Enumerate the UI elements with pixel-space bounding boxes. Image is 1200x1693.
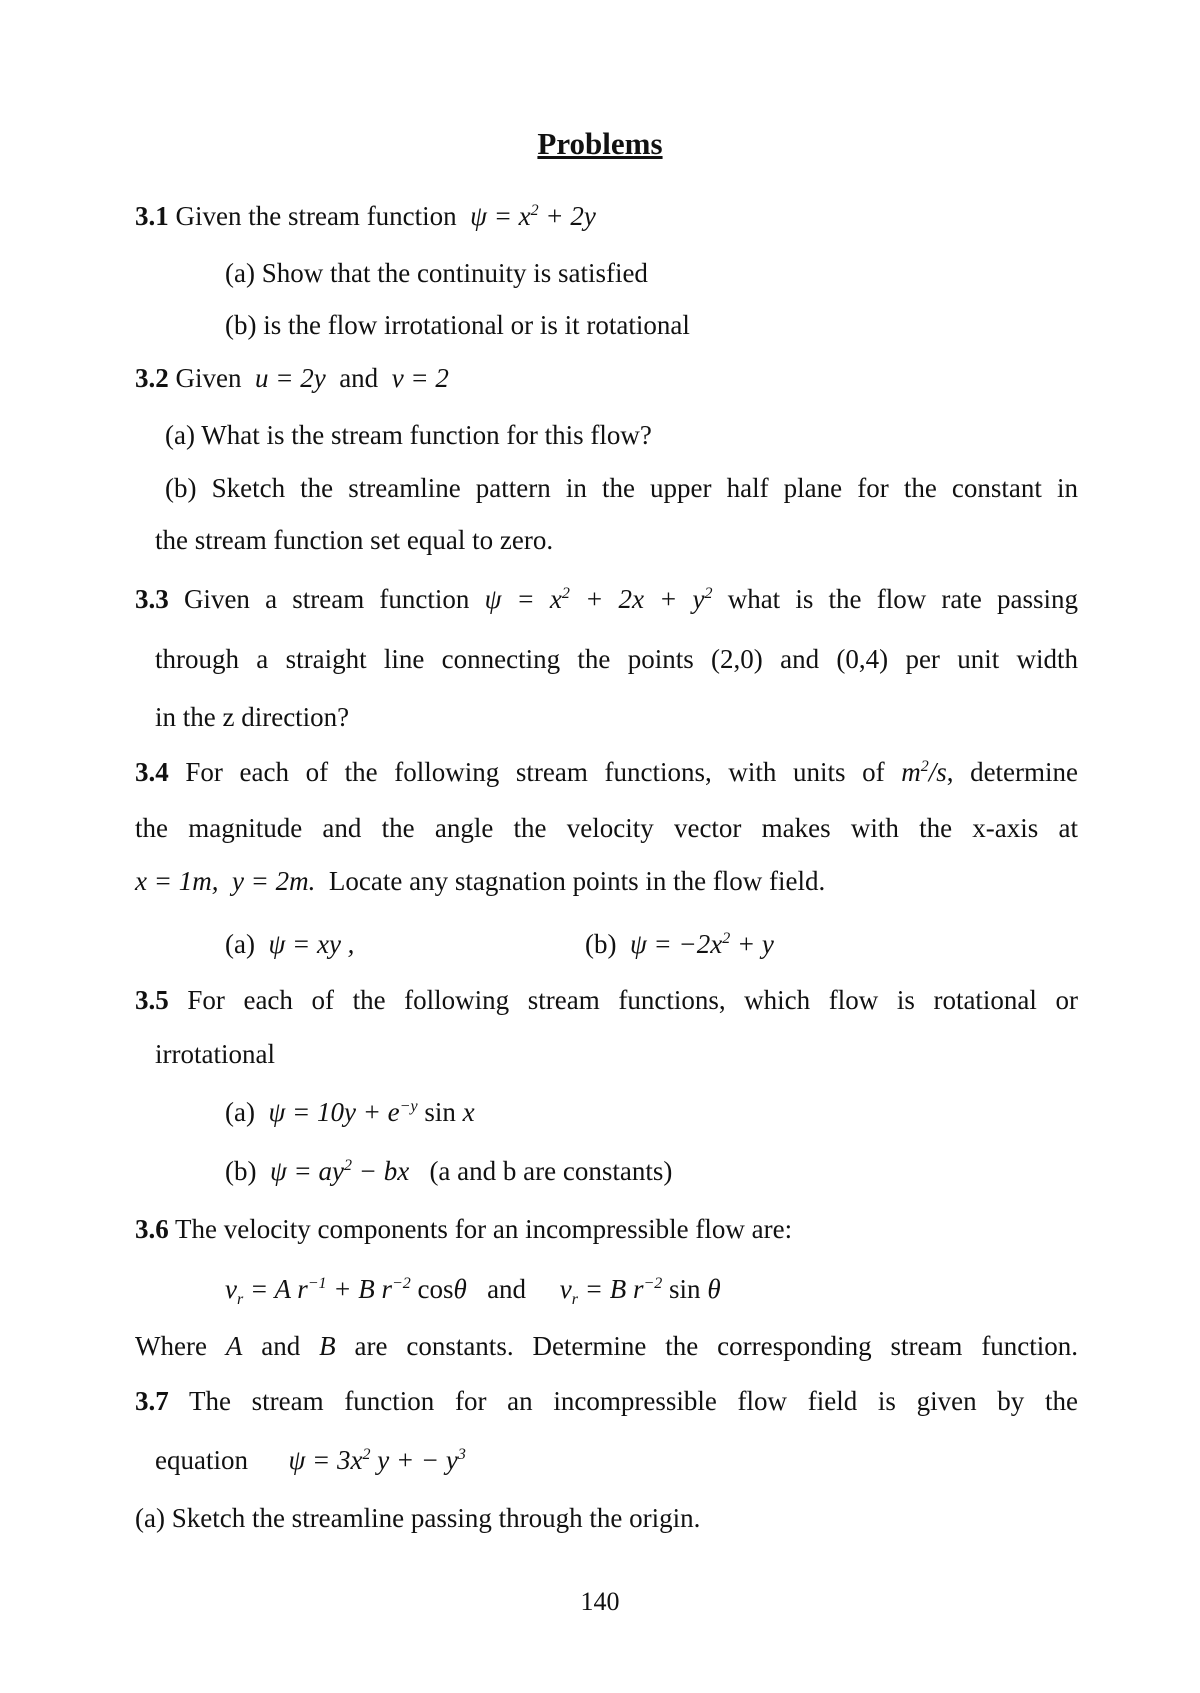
equation: $\psi = 10y + e^{-y}$ sin x [261,1097,475,1127]
problem-3-1-part-b: (b) is the flow irrotational or is it rotational [225,310,690,340]
problem-3-7-line1 [135,1385,1078,1417]
point: (2,0) [711,644,763,674]
problem-3-7-part-a: (a) Sketch the streamline passing through the origin. [135,1503,701,1533]
problem-number: 3.6 [135,1214,169,1244]
problem-number: 3.2 [135,363,169,393]
part-label: (a) [225,929,255,959]
problem-3-5-part-b [225,1155,672,1187]
equation: $\psi = 3x^2$ y + − $y^3$ [254,1445,466,1475]
problem-text: Given a stream function [183,584,470,614]
equation: x = 1m, y = 2m. [135,866,323,896]
page-title: Problems [537,126,663,161]
problem-3-4-part-a [225,928,354,960]
problem-number: 3.4 [135,757,169,787]
problem-number: 3.7 [135,1386,169,1416]
problem-3-4-line3 [135,865,825,897]
problem-text: The velocity components for an incompressible flow are: [175,1214,793,1244]
point: (0,4) [836,644,889,674]
problem-3-6-line1 [135,1213,792,1245]
equation: v = 2 [384,363,449,393]
problem-text: Given [175,363,242,393]
conjunction: and [487,1274,527,1304]
part-label: (b) [225,1156,257,1186]
problem-3-7-line2 [155,1444,466,1476]
problem-3-4-line2: the magnitude and the angle the velocity vector makes with the x-axis at [135,813,1078,843]
problem-3-4-line1 [135,756,1078,788]
problem-text: per unit width [905,644,1079,674]
equation: $\psi = -2x^2 + y$ [623,929,774,959]
part-label: (a) [225,1097,255,1127]
problem-text: what is the flow rate passing [727,584,1079,614]
problem-number: 3.3 [135,584,169,614]
problem-3-2-part-a: (a) What is the stream function for this flow? [165,420,652,450]
problem-3-3-line2 [155,643,1078,675]
problem-text: equation [155,1445,248,1475]
problem-3-6-where: Where A and B are constants. Determine the corresponding stream function. [135,1331,1079,1361]
units: $m^2/s$, determine [901,757,1079,787]
problem-text: For each of the following stream functions, with units of [185,757,885,787]
equation: $v_r = B$ $r^{-2}$ sin θ [532,1274,721,1308]
conjunction: and [261,1331,301,1361]
conjunction: and [339,363,379,393]
equation: $v_r = A$ $r^{-1} + B$ $r^{-2}$ cosθ [225,1274,481,1308]
problem-text: Where [135,1331,207,1361]
equation: $\psi = x^2 + 2x + y^2$ [484,584,713,614]
page-number: 140 [580,1587,620,1616]
problem-number: 3.5 [135,985,169,1015]
problem-3-5-line1 [135,984,1078,1016]
problem-3-2 [135,362,449,394]
part-label: (b) [585,929,617,959]
problem-text: are constants. Determine the corresponding stream function. [354,1331,1079,1361]
problem-text: Given the stream function [175,201,457,231]
problem-text: Locate any stagnation points in the flow field. [328,866,826,896]
problem-text: The stream function for an incompressible flow field is given by the [188,1386,1078,1416]
problem-3-3-line3: in the z direction? [155,702,350,732]
problem-3-1-part-a: (a) Show that the continuity is satisfied [225,258,648,288]
problem-3-5-line2: irrotational [155,1039,275,1069]
equation: $\psi = x^2 + 2y$ [463,201,596,231]
problem-3-2-part-b-line2: the stream function set equal to zero. [155,525,554,555]
conjunction: and [780,644,820,674]
problem-3-1 [135,200,596,232]
problem-3-2-part-b-line1: (b) Sketch the streamline pattern in the upper half plane for the constant in [165,473,1078,503]
problem-3-6-equations [225,1273,721,1308]
problem-text: through a straight line connecting the points [155,644,694,674]
problem-3-3-line1 [135,583,1078,615]
equation: $\psi = ay^2$ − bx [263,1156,423,1186]
problem-3-5-part-a [225,1096,475,1128]
note: (a and b are constants) [429,1156,673,1186]
equation: u = 2y [248,363,333,393]
problem-number: 3.1 [135,201,169,231]
problem-3-4-part-b [585,928,774,960]
problem-text: For each of the following stream functions, which flow is rotational or [187,985,1079,1015]
equation: ψ = xy , [261,929,355,959]
